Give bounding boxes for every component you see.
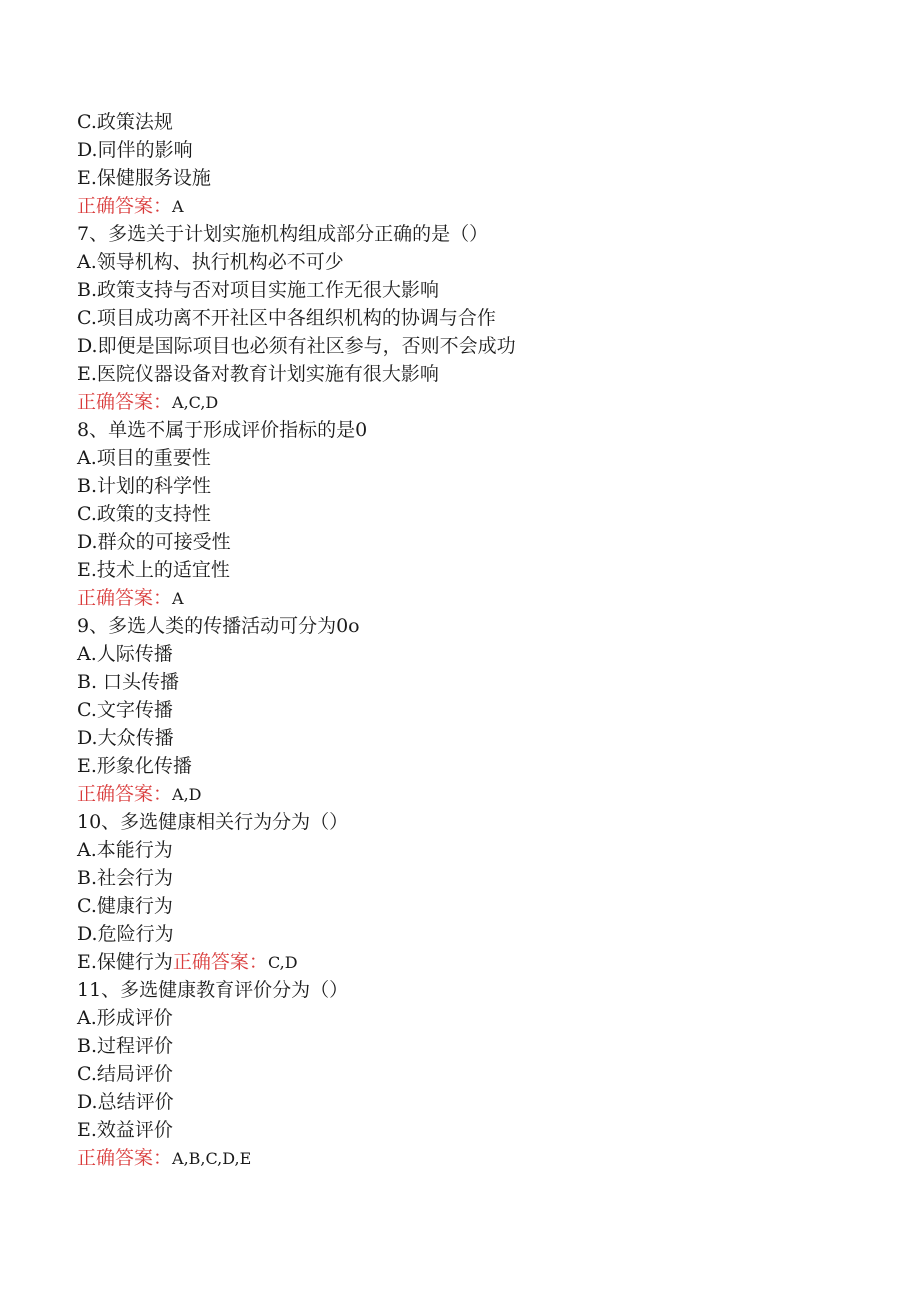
question-text: 7、多选关于计划实施机构组成部分正确的是（） [77,223,489,245]
option-text: C.文字传播 [77,699,173,721]
option-text: D.危险行为 [77,923,174,945]
option-text: B. 口头传播 [77,671,180,693]
option-text: B.政策支持与否对项目实施工作无很大影响 [77,279,440,301]
option-text: D.总结评价 [77,1091,174,1113]
answer-line [77,584,877,612]
option-text: A.人际传播 [77,643,173,665]
question-text: 8、单选不属于形成评价指标的是0 [77,419,368,441]
answer-value: A,B,C,D,E [172,1149,252,1168]
option-text: A.本能行为 [77,839,173,861]
answer-value: A,D [172,785,202,804]
answer-label: 正确答案： [77,195,173,217]
answer-value: C,D [267,953,298,972]
option-text: A.项目的重要性 [77,447,211,469]
option-text: C.健康行为 [77,895,173,917]
option-text: D.群众的可接受性 [77,531,231,553]
question-text: 9、多选人类的传播活动可分为0o [77,615,360,637]
option-text: A.形成评价 [77,1007,173,1029]
answer-line [77,1144,877,1172]
answer-label: 正确答案： [172,951,268,973]
answer-line [77,388,877,416]
option-text: E.保健行为 [77,951,173,973]
option-text: C.项目成功离不开社区中各组织机构的协调与合作 [77,307,496,329]
question-text: 11、多选健康教育评价分为（） [77,979,349,1001]
answer-label: 正确答案： [77,391,173,413]
answer-label: 正确答案： [77,587,173,609]
option-text: B.计划的科学性 [77,475,212,497]
answer-line [77,780,877,808]
option-text: C.政策法规 [77,111,173,133]
option-text: D.大众传播 [77,727,174,749]
document-page [77,108,877,1172]
option-text: C.政策的支持性 [77,503,211,525]
option-text: E.技术上的适宜性 [77,559,230,581]
option-text: E.效益评价 [77,1119,173,1141]
option-with-answer [77,948,877,976]
option-text: B.社会行为 [77,867,174,889]
answer-label: 正确答案： [77,1147,173,1169]
option-text: A.领导机构、执行机构必不可少 [77,251,344,273]
answer-label: 正确答案： [77,783,173,805]
question-text: 10、多选健康相关行为分为（） [77,811,349,833]
option-text: E.保健服务设施 [77,167,211,189]
answer-value: A,C,D [172,393,219,412]
option-text: C.结局评价 [77,1063,173,1085]
answer-line [77,192,877,220]
option-text: D.同伴的影响 [77,139,193,161]
answer-value: A [172,589,184,608]
option-text: E.形象化传播 [77,755,192,777]
option-text: D.即便是国际项目也必须有社区参与，否则不会成功 [77,335,516,357]
answer-value: A [172,197,184,216]
option-text: B.过程评价 [77,1035,174,1057]
option-text: E.医院仪器设备对教育计划实施有很大影响 [77,363,439,385]
